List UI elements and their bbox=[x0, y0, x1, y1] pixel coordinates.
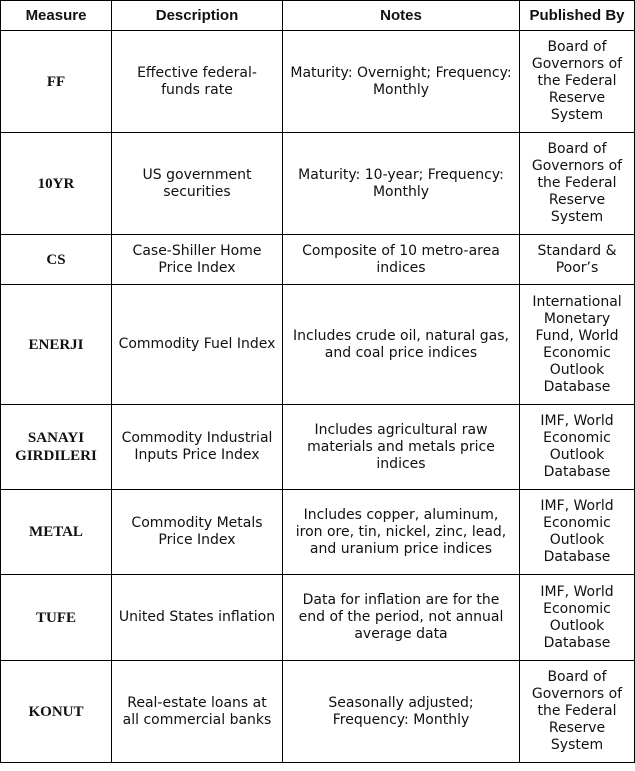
published-by-cell: Board of Governors of the Federal Reserve System bbox=[520, 31, 635, 133]
measure-cell: CS bbox=[1, 235, 112, 285]
description-cell: US government securities bbox=[112, 133, 283, 235]
description-cell: United States inflation bbox=[112, 575, 283, 661]
published-by-cell: International Monetary Fund, World Economic Outlook Database bbox=[520, 285, 635, 405]
description-cell: Commodity Metals Price Index bbox=[112, 490, 283, 575]
published-by-cell: Board of Governors of the Federal Reserve System bbox=[520, 661, 635, 763]
table-row bbox=[1, 490, 635, 575]
notes-cell: Maturity: Overnight; Frequency: Monthly bbox=[283, 31, 520, 133]
measure-cell: 10YR bbox=[1, 133, 112, 235]
table-row bbox=[1, 661, 635, 763]
description-cell: Effective federal-funds rate bbox=[112, 31, 283, 133]
notes-cell: Data for inflation are for the end of the period, not annual average data bbox=[283, 575, 520, 661]
published-by-cell: Board of Governors of the Federal Reserve System bbox=[520, 133, 635, 235]
measure-cell: KONUT bbox=[1, 661, 112, 763]
notes-cell: Includes agricultural raw materials and metals price indices bbox=[283, 405, 520, 490]
published-by-cell: IMF, World Economic Outlook Database bbox=[520, 405, 635, 490]
header-published-by: Published By bbox=[520, 1, 635, 31]
description-cell: Commodity Fuel Index bbox=[112, 285, 283, 405]
notes-cell: Composite of 10 metro-area indices bbox=[283, 235, 520, 285]
notes-cell: Includes crude oil, natural gas, and coal price indices bbox=[283, 285, 520, 405]
measure-cell: FF bbox=[1, 31, 112, 133]
measure-cell: SANAYI GIRDILERI bbox=[1, 405, 112, 490]
header-measure: Measure bbox=[1, 1, 112, 31]
table-row bbox=[1, 405, 635, 490]
notes-cell: Seasonally adjusted; Frequency: Monthly bbox=[283, 661, 520, 763]
header-description: Description bbox=[112, 1, 283, 31]
table-row bbox=[1, 235, 635, 285]
description-cell: Case-Shiller Home Price Index bbox=[112, 235, 283, 285]
notes-cell: Includes copper, aluminum, iron ore, tin, nickel, zinc, lead, and uranium price indices bbox=[283, 490, 520, 575]
measure-cell: TUFE bbox=[1, 575, 112, 661]
table-row bbox=[1, 575, 635, 661]
notes-cell: Maturity: 10-year; Frequency: Monthly bbox=[283, 133, 520, 235]
measure-cell: ENERJI bbox=[1, 285, 112, 405]
published-by-cell: IMF, World Economic Outlook Database bbox=[520, 575, 635, 661]
measure-cell: METAL bbox=[1, 490, 112, 575]
header-row bbox=[1, 1, 635, 31]
description-cell: Real-estate loans at all commercial banks bbox=[112, 661, 283, 763]
table-row bbox=[1, 285, 635, 405]
header-notes: Notes bbox=[283, 1, 520, 31]
table-row bbox=[1, 133, 635, 235]
published-by-cell: Standard & Poor’s bbox=[520, 235, 635, 285]
table-row bbox=[1, 31, 635, 133]
description-cell: Commodity Industrial Inputs Price Index bbox=[112, 405, 283, 490]
published-by-cell: IMF, World Economic Outlook Database bbox=[520, 490, 635, 575]
